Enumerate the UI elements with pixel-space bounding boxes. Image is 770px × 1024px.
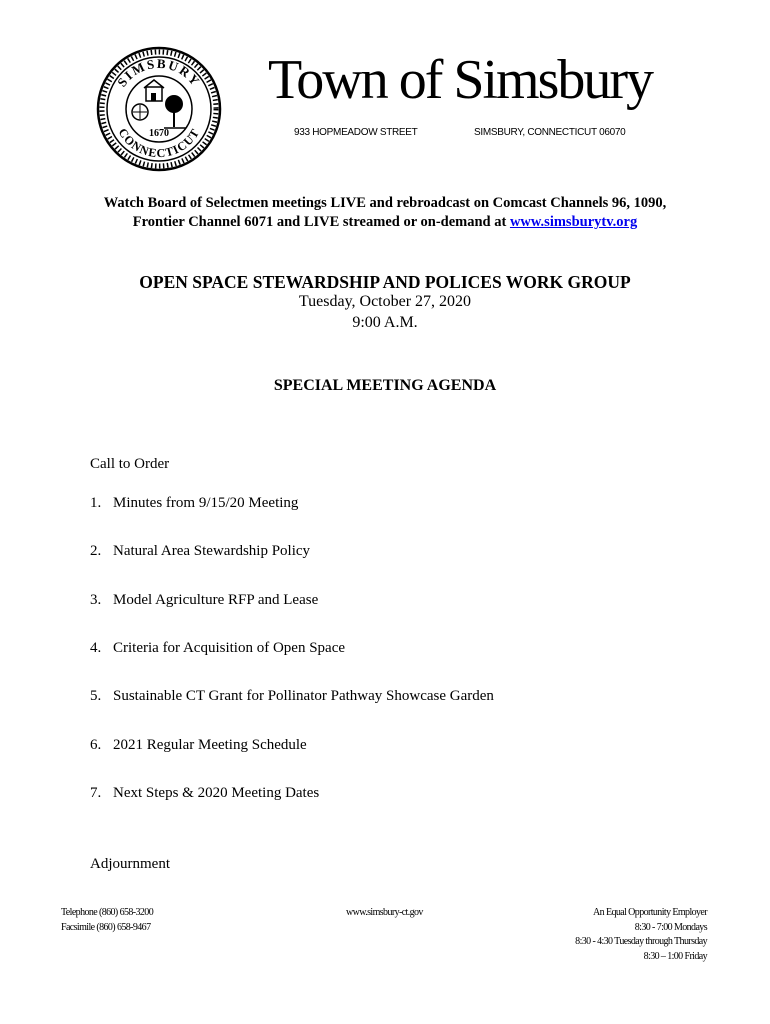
street-address: 933 HOPMEADOW STREET — [294, 127, 418, 138]
seal-year: 1670 — [149, 128, 169, 139]
notice-line-1: Watch Board of Selectmen meetings LIVE and rebroadcast on Comcast Channels 96, 1090, — [103, 195, 667, 211]
agenda-item — [90, 785, 319, 802]
agenda-item-number: 2. — [90, 543, 102, 559]
agenda-item — [90, 688, 494, 705]
notice-line-2-text: Frontier Channel 6071 and LIVE streamed or on-demand at — [132, 214, 510, 230]
page-title: Town of Simsbury — [267, 49, 653, 111]
work-group-title: OPEN SPACE STEWARDSHIP AND POLICES WORK GROUP — [139, 272, 631, 292]
footer-hours-mondays: 8:30 - 7:00 Mondays — [634, 921, 707, 933]
seal-top-text: SIMSBURY — [114, 55, 204, 90]
agenda-item-text: Model Agriculture RFP and Lease — [113, 592, 319, 608]
footer-telephone: Telephone (860) 658-3200 — [61, 907, 154, 918]
agenda-item-text: Natural Area Stewardship Policy — [113, 543, 311, 559]
agenda-item — [90, 592, 318, 609]
agenda-item — [90, 640, 345, 657]
agenda-item-text: Next Steps & 2020 Meeting Dates — [113, 785, 320, 801]
city-address: SIMSBURY, CONNECTICUT 06070 — [474, 127, 626, 138]
agenda-item-text: Sustainable CT Grant for Pollinator Pathway Showcase Garden — [113, 688, 494, 704]
agenda-heading: SPECIAL MEETING AGENDA — [273, 377, 497, 394]
footer-contact — [61, 906, 153, 935]
agenda-item-number: 7. — [90, 785, 102, 801]
footer-hours — [575, 906, 707, 964]
agenda-item-number: 5. — [90, 688, 102, 704]
town-seal-logo — [96, 44, 222, 174]
footer-employer: An Equal Opportunity Employer — [593, 907, 707, 918]
agenda-item — [90, 543, 310, 560]
agenda-item-text: Minutes from 9/15/20 Meeting — [113, 495, 299, 511]
meeting-time: 9:00 A.M. — [352, 314, 418, 331]
agenda-item-text: 2021 Regular Meeting Schedule — [113, 737, 307, 753]
broadcast-notice — [40, 194, 730, 232]
agenda-item-number: 3. — [90, 592, 102, 608]
footer-website[interactable]: www.simsbury-ct.gov — [346, 907, 423, 918]
footer-facsimile: Facsimile (860) 658-9467 — [61, 921, 151, 933]
agenda-item — [90, 495, 298, 512]
call-to-order: Call to Order — [90, 456, 170, 472]
adjournment: Adjournment — [90, 856, 170, 872]
footer-hours-tue-thu: 8:30 - 4:30 Tuesday through Thursday — [575, 936, 707, 947]
agenda-item-number: 1. — [90, 495, 102, 511]
agenda-item-number: 4. — [90, 640, 102, 656]
footer-hours-friday: 8:30 – 1:00 Friday — [643, 950, 707, 962]
seal-bottom-text: CONNECTICUT — [115, 125, 203, 161]
agenda-item — [90, 737, 307, 754]
notice-line-2 — [40, 213, 730, 232]
simsburytv-link[interactable]: www.simsburytv.org — [509, 214, 638, 230]
meeting-date: Tuesday, October 27, 2020 — [298, 293, 472, 310]
agenda-item-text: Criteria for Acquisition of Open Space — [113, 640, 346, 656]
agenda-item-number: 6. — [90, 737, 102, 753]
